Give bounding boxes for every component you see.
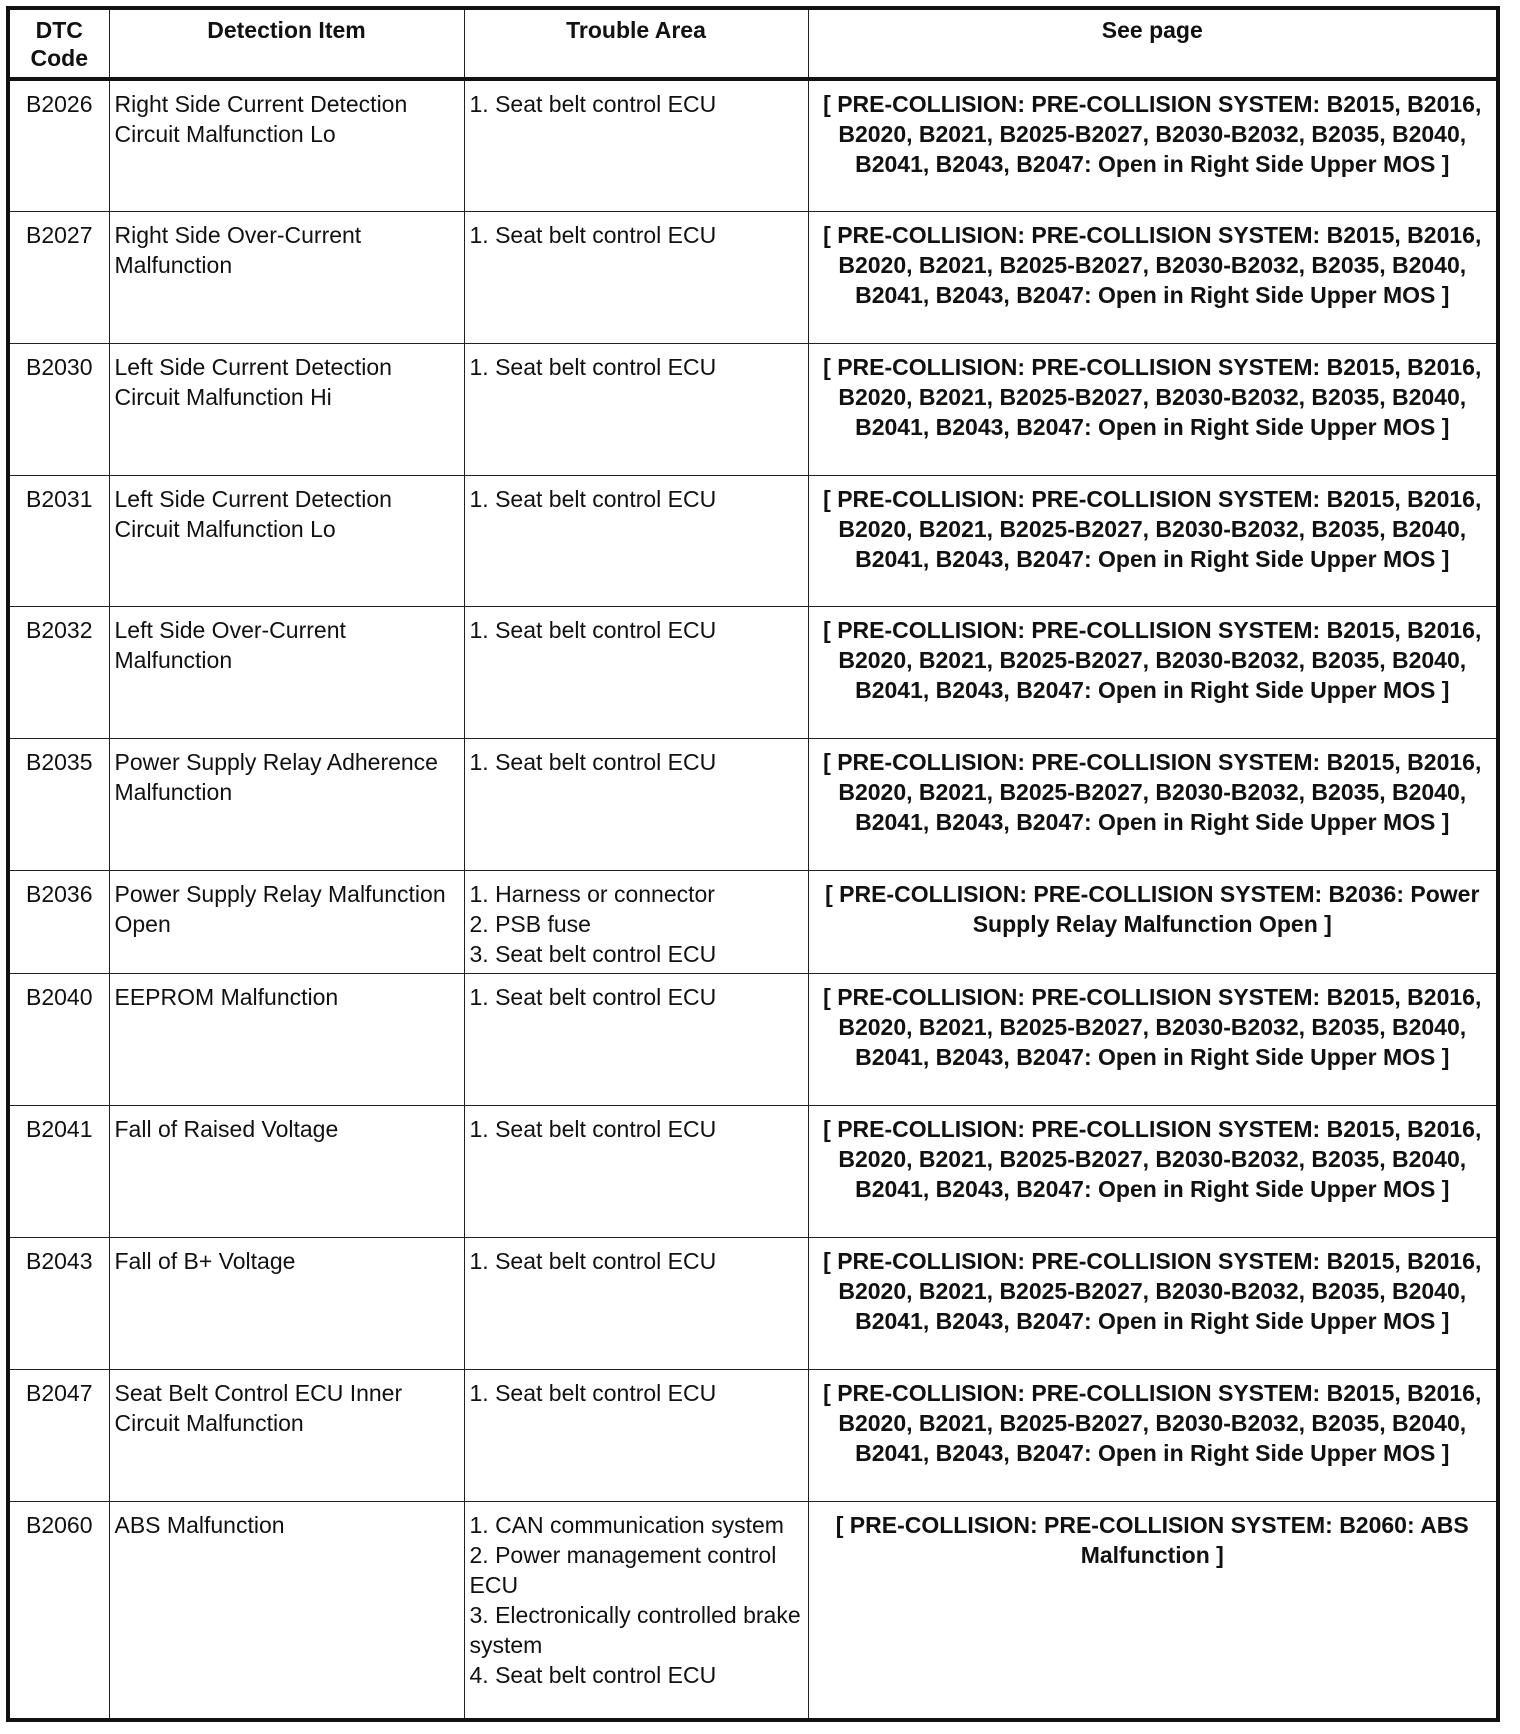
table-row	[8, 1237, 1498, 1369]
see-page-link[interactable]: [ PRE-COLLISION: PRE-COLLISION SYSTEM: B2015, B2016, B2020, B2021, B2025-B2027, B2030-B2032, B2035, B2040, B2041, B2043, B2047: Open in Right Side Upper MOS ]	[808, 211, 1498, 343]
see-page-link[interactable]: [ PRE-COLLISION: PRE-COLLISION SYSTEM: B2036: Power Supply Relay Malfunction Open ]	[808, 870, 1498, 973]
trouble-area-item: 1. Seat belt control ECU	[469, 1247, 717, 1274]
dtc-code-cell: B2040	[8, 973, 109, 1105]
see-page-link[interactable]: [ PRE-COLLISION: PRE-COLLISION SYSTEM: B2060: ABS Malfunction ]	[808, 1501, 1498, 1720]
table-row	[8, 79, 1498, 211]
dtc-code-cell: B2043	[8, 1237, 109, 1369]
dtc-code-cell: B2026	[8, 79, 109, 211]
see-page-link[interactable]: [ PRE-COLLISION: PRE-COLLISION SYSTEM: B2015, B2016, B2020, B2021, B2025-B2027, B2030-B2032, B2035, B2040, B2041, B2043, B2047: Open in Right Side Upper MOS ]	[808, 606, 1498, 738]
trouble-area-cell	[464, 606, 808, 738]
see-page-link[interactable]: [ PRE-COLLISION: PRE-COLLISION SYSTEM: B2015, B2016, B2020, B2021, B2025-B2027, B2030-B2032, B2035, B2040, B2041, B2043, B2047: Open in Right Side Upper MOS ]	[808, 1237, 1498, 1369]
trouble-area-item: 3. Electronically controlled brake system	[469, 1601, 801, 1658]
table-row	[8, 343, 1498, 475]
detection-item-cell: Left Side Current Detection Circuit Malfunction Lo	[109, 475, 464, 606]
trouble-area-cell	[464, 1105, 808, 1237]
detection-item-cell: ABS Malfunction	[109, 1501, 464, 1720]
dtc-code-cell: B2047	[8, 1369, 109, 1501]
dtc-code-cell: B2030	[8, 343, 109, 475]
detection-item-cell: Power Supply Relay Adherence Malfunction	[109, 738, 464, 870]
trouble-area-cell	[464, 1237, 808, 1369]
trouble-area-item: 1. CAN communication system	[469, 1511, 784, 1538]
dtc-code-cell: B2035	[8, 738, 109, 870]
header-trouble-area: Trouble Area	[464, 8, 808, 79]
trouble-area-item: 1. Seat belt control ECU	[469, 1115, 717, 1142]
see-page-link[interactable]: [ PRE-COLLISION: PRE-COLLISION SYSTEM: B2015, B2016, B2020, B2021, B2025-B2027, B2030-B2032, B2035, B2040, B2041, B2043, B2047: Open in Right Side Upper MOS ]	[808, 1105, 1498, 1237]
dtc-code-cell: B2041	[8, 1105, 109, 1237]
trouble-area-item: 1. Seat belt control ECU	[469, 1379, 717, 1406]
detection-item-cell: Left Side Over-Current Malfunction	[109, 606, 464, 738]
table-row	[8, 1369, 1498, 1501]
header-detection-item: Detection Item	[109, 8, 464, 79]
trouble-area-cell	[464, 973, 808, 1105]
trouble-area-item: 1. Seat belt control ECU	[469, 616, 717, 643]
header-row	[8, 8, 1498, 79]
see-page-link[interactable]: [ PRE-COLLISION: PRE-COLLISION SYSTEM: B2015, B2016, B2020, B2021, B2025-B2027, B2030-B2032, B2035, B2040, B2041, B2043, B2047: Open in Right Side Upper MOS ]	[808, 343, 1498, 475]
table-row	[8, 1501, 1498, 1720]
detection-item-cell: Seat Belt Control ECU Inner Circuit Malfunction	[109, 1369, 464, 1501]
table-row	[8, 1105, 1498, 1237]
dtc-code-cell: B2032	[8, 606, 109, 738]
detection-item-cell: Left Side Current Detection Circuit Malfunction Hi	[109, 343, 464, 475]
see-page-link[interactable]: [ PRE-COLLISION: PRE-COLLISION SYSTEM: B2015, B2016, B2020, B2021, B2025-B2027, B2030-B2032, B2035, B2040, B2041, B2043, B2047: Open in Right Side Upper MOS ]	[808, 1369, 1498, 1501]
table-row	[8, 606, 1498, 738]
trouble-area-item: 2. Power management control ECU	[469, 1541, 777, 1598]
dtc-table	[6, 6, 1500, 1722]
see-page-link[interactable]: [ PRE-COLLISION: PRE-COLLISION SYSTEM: B2015, B2016, B2020, B2021, B2025-B2027, B2030-B2032, B2035, B2040, B2041, B2043, B2047: Open in Right Side Upper MOS ]	[808, 475, 1498, 606]
table-row	[8, 475, 1498, 606]
trouble-area-cell	[464, 870, 808, 973]
table-row	[8, 973, 1498, 1105]
detection-item-cell: Right Side Over-Current Malfunction	[109, 211, 464, 343]
dtc-code-cell: B2031	[8, 475, 109, 606]
trouble-area-item: 1. Seat belt control ECU	[469, 353, 717, 380]
trouble-area-cell	[464, 475, 808, 606]
trouble-area-item: 3. Seat belt control ECU	[469, 940, 717, 967]
trouble-area-cell	[464, 1501, 808, 1720]
trouble-area-cell	[464, 1369, 808, 1501]
trouble-area-cell	[464, 738, 808, 870]
see-page-link[interactable]: [ PRE-COLLISION: PRE-COLLISION SYSTEM: B2015, B2016, B2020, B2021, B2025-B2027, B2030-B2032, B2035, B2040, B2041, B2043, B2047: Open in Right Side Upper MOS ]	[808, 973, 1498, 1105]
trouble-area-item: 1. Seat belt control ECU	[469, 221, 717, 248]
table-row	[8, 870, 1498, 973]
trouble-area-cell	[464, 211, 808, 343]
detection-item-cell: Right Side Current Detection Circuit Malfunction Lo	[109, 79, 464, 211]
trouble-area-item: 1. Seat belt control ECU	[469, 91, 717, 117]
see-page-link[interactable]: [ PRE-COLLISION: PRE-COLLISION SYSTEM: B2015, B2016, B2020, B2021, B2025-B2027, B2030-B2032, B2035, B2040, B2041, B2043, B2047: Open in Right Side Upper MOS ]	[808, 79, 1498, 211]
table-row	[8, 211, 1498, 343]
trouble-area-item: 2. PSB fuse	[469, 910, 591, 937]
detection-item-cell: Fall of Raised Voltage	[109, 1105, 464, 1237]
detection-item-cell: EEPROM Malfunction	[109, 973, 464, 1105]
detection-item-cell: Power Supply Relay Malfunction Open	[109, 870, 464, 973]
trouble-area-item: 1. Seat belt control ECU	[469, 983, 717, 1010]
trouble-area-cell	[464, 79, 808, 211]
dtc-code-cell: B2036	[8, 870, 109, 973]
dtc-code-cell: B2060	[8, 1501, 109, 1720]
table-row	[8, 738, 1498, 870]
dtc-code-cell: B2027	[8, 211, 109, 343]
see-page-link[interactable]: [ PRE-COLLISION: PRE-COLLISION SYSTEM: B2015, B2016, B2020, B2021, B2025-B2027, B2030-B2032, B2035, B2040, B2041, B2043, B2047: Open in Right Side Upper MOS ]	[808, 738, 1498, 870]
trouble-area-item: 4. Seat belt control ECU	[469, 1661, 717, 1688]
trouble-area-item: 1. Harness or connector	[469, 880, 715, 907]
trouble-area-cell	[464, 343, 808, 475]
header-dtc-code: DTC Code	[8, 8, 109, 79]
detection-item-cell: Fall of B+ Voltage	[109, 1237, 464, 1369]
header-see-page: See page	[808, 8, 1498, 79]
trouble-area-item: 1. Seat belt control ECU	[469, 748, 717, 775]
trouble-area-item: 1. Seat belt control ECU	[469, 485, 717, 512]
